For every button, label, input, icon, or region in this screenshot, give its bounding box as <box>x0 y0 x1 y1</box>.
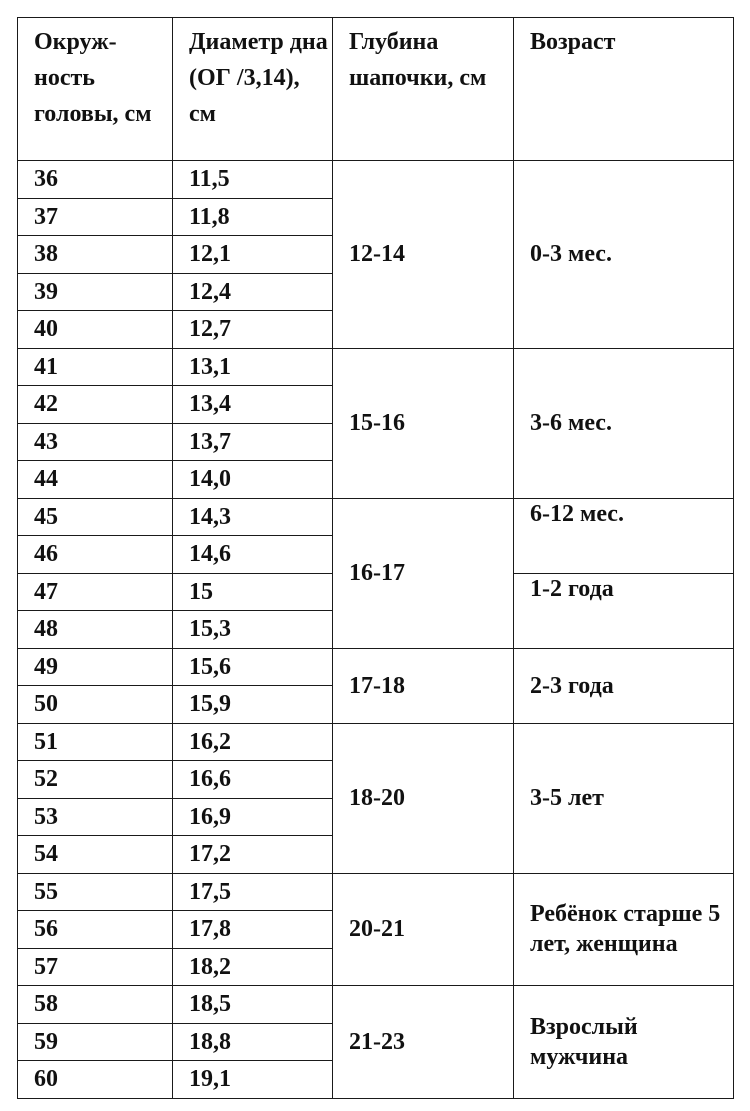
circumference-cell: 41 <box>18 348 173 386</box>
age-cell: 3-6 мес. <box>514 348 734 498</box>
header-depth: Глубина шапочки, см <box>333 18 514 161</box>
table-body <box>18 161 734 1099</box>
diameter-cell: 14,6 <box>173 536 333 574</box>
circumference-cell: 38 <box>18 236 173 274</box>
diameter-cell: 13,7 <box>173 423 333 461</box>
diameter-cell: 15,3 <box>173 611 333 649</box>
circumference-cell: 54 <box>18 836 173 874</box>
circumference-cell: 49 <box>18 648 173 686</box>
circumference-cell: 44 <box>18 461 173 499</box>
circumference-cell: 47 <box>18 573 173 611</box>
circumference-cell: 57 <box>18 948 173 986</box>
age-cell: 1-2 года <box>514 573 734 648</box>
diameter-cell: 12,4 <box>173 273 333 311</box>
circumference-cell: 55 <box>18 873 173 911</box>
hat-size-table <box>17 17 734 1099</box>
circumference-cell: 58 <box>18 986 173 1024</box>
circumference-cell: 45 <box>18 498 173 536</box>
age-cell: 6-12 мес. <box>514 498 734 573</box>
diameter-cell: 18,2 <box>173 948 333 986</box>
diameter-cell: 17,2 <box>173 836 333 874</box>
header-diameter: Диаметр дна (ОГ /3,14), см <box>173 18 333 161</box>
diameter-cell: 16,9 <box>173 798 333 836</box>
circumference-cell: 43 <box>18 423 173 461</box>
depth-cell: 12-14 <box>333 161 514 349</box>
circumference-cell: 46 <box>18 536 173 574</box>
diameter-cell: 11,8 <box>173 198 333 236</box>
diameter-cell: 15 <box>173 573 333 611</box>
depth-cell: 16-17 <box>333 498 514 648</box>
circumference-cell: 60 <box>18 1061 173 1099</box>
circumference-cell: 56 <box>18 911 173 949</box>
diameter-cell: 12,7 <box>173 311 333 349</box>
diameter-cell: 13,4 <box>173 386 333 424</box>
table-row <box>18 986 734 1024</box>
table-row <box>18 161 734 199</box>
diameter-cell: 17,8 <box>173 911 333 949</box>
circumference-cell: 36 <box>18 161 173 199</box>
diameter-cell: 13,1 <box>173 348 333 386</box>
depth-cell: 17-18 <box>333 648 514 723</box>
age-cell: Ребёнок старше 5 лет, женщина <box>514 873 734 986</box>
depth-cell: 18-20 <box>333 723 514 873</box>
table-row <box>18 348 734 386</box>
circumference-cell: 39 <box>18 273 173 311</box>
diameter-cell: 19,1 <box>173 1061 333 1099</box>
diameter-cell: 17,5 <box>173 873 333 911</box>
circumference-cell: 59 <box>18 1023 173 1061</box>
circumference-cell: 50 <box>18 686 173 724</box>
diameter-cell: 12,1 <box>173 236 333 274</box>
circumference-cell: 52 <box>18 761 173 799</box>
table-row <box>18 648 734 686</box>
depth-cell: 20-21 <box>333 873 514 986</box>
diameter-cell: 15,9 <box>173 686 333 724</box>
depth-cell: 21-23 <box>333 986 514 1099</box>
table-header-row <box>18 18 734 161</box>
age-cell: 0-3 мес. <box>514 161 734 349</box>
depth-cell: 15-16 <box>333 348 514 498</box>
age-cell: Взрослый мужчина <box>514 986 734 1099</box>
age-cell: 2-3 года <box>514 648 734 723</box>
header-age: Возраст <box>514 18 734 161</box>
table-row <box>18 873 734 911</box>
circumference-cell: 53 <box>18 798 173 836</box>
diameter-cell: 15,6 <box>173 648 333 686</box>
circumference-cell: 37 <box>18 198 173 236</box>
circumference-cell: 40 <box>18 311 173 349</box>
table-row <box>18 723 734 761</box>
circumference-cell: 51 <box>18 723 173 761</box>
diameter-cell: 14,3 <box>173 498 333 536</box>
diameter-cell: 18,8 <box>173 1023 333 1061</box>
table-row <box>18 498 734 536</box>
diameter-cell: 16,6 <box>173 761 333 799</box>
diameter-cell: 16,2 <box>173 723 333 761</box>
header-circumference: Окруж-ность головы, см <box>18 18 173 161</box>
diameter-cell: 14,0 <box>173 461 333 499</box>
circumference-cell: 48 <box>18 611 173 649</box>
age-cell: 3-5 лет <box>514 723 734 873</box>
circumference-cell: 42 <box>18 386 173 424</box>
diameter-cell: 11,5 <box>173 161 333 199</box>
diameter-cell: 18,5 <box>173 986 333 1024</box>
